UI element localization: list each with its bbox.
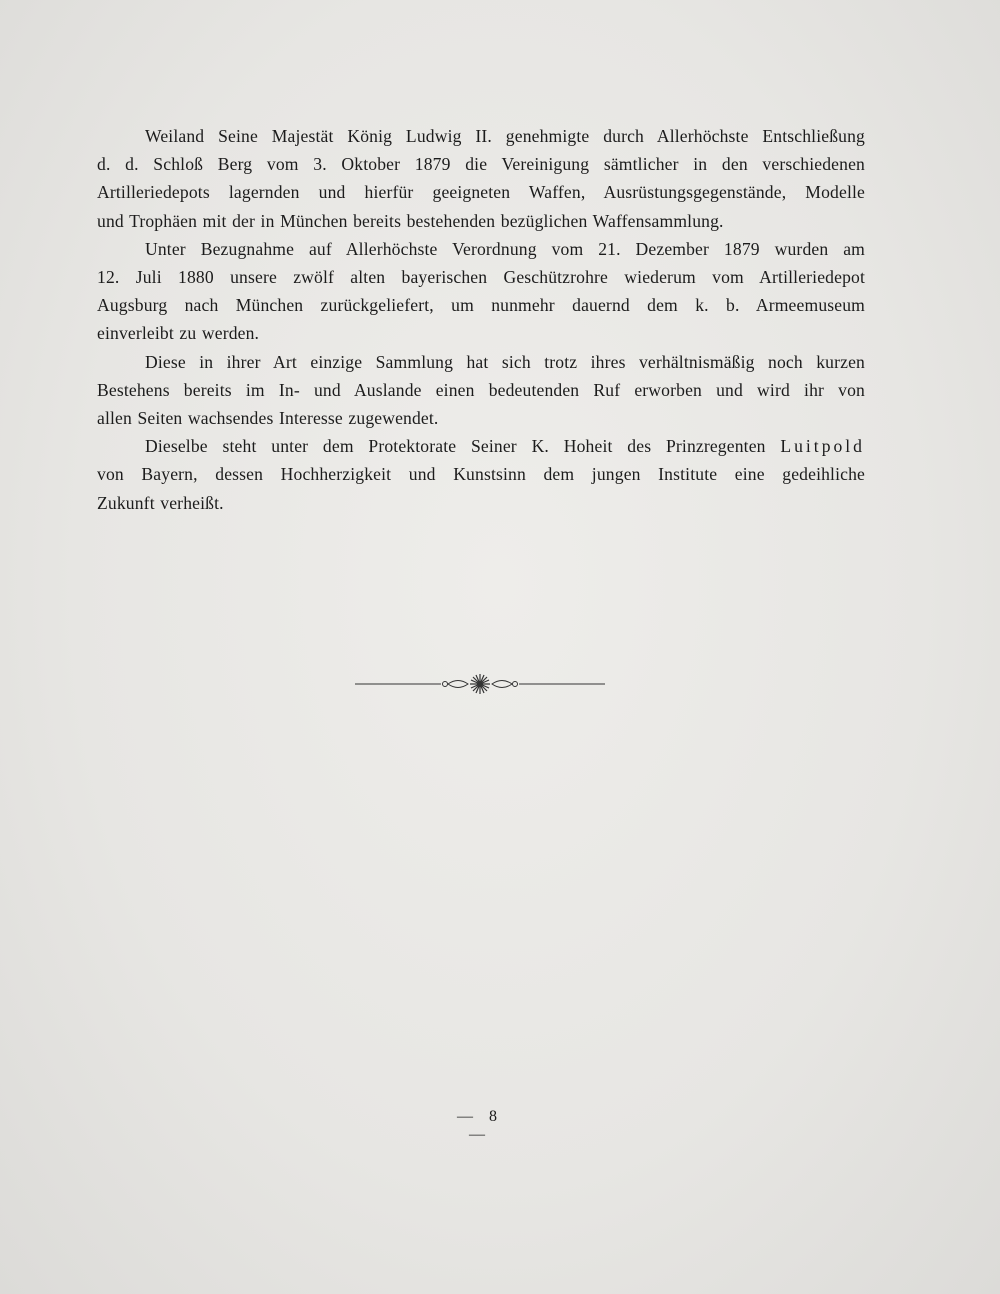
body-text (97, 122, 865, 517)
text-line: Unter Bezugnahme auf Allerhöchste Verordnung vom 21. Dezember 1879 wurden am (145, 238, 865, 259)
text-line: einverleibt zu werden. (97, 323, 260, 344)
text-line (97, 432, 865, 460)
text-line: Augsburg nach München zurückgeliefert, um nunmehr dauernd dem k. b. Armeemuseum (97, 295, 865, 316)
paragraph-1 (97, 122, 865, 235)
text-line: Zukunft verheißt. (97, 492, 224, 513)
page-number: — 8 — (457, 1108, 503, 1143)
paragraph-3 (97, 348, 865, 433)
text-line: und Trophäen mit der in München bereits bestehenden bezüglichen Waffensammlung. (97, 210, 724, 231)
ornament-divider-icon (355, 672, 605, 696)
text-line: von Bayern, dessen Hochherzigkeit und Kunstsinn dem jungen Institute eine gedeihliche (97, 464, 865, 485)
text-line: Artilleriedepots lagernden und hierfür geeigneten Waffen, Ausrüstungsgegenstände, Modelle (97, 182, 865, 203)
text-line: allen Seiten wachsendes Interesse zugewendet. (97, 408, 439, 429)
text-line: Diese in ihrer Art einzige Sammlung hat sich trotz ihres verhältnismäßig noch kurzen (145, 351, 865, 372)
paragraph-2 (97, 235, 865, 348)
regent-name: Luitpold (780, 436, 865, 457)
text-line: Bestehens bereits im In- und Auslande einen bedeutenden Ruf erworben und wird ihr von (97, 379, 865, 400)
paragraph-4 (97, 432, 865, 517)
text-segment: Dieselbe steht unter dem Protektorate Seiner K. Hoheit des Prinzregenten (145, 436, 766, 457)
text-line: 12. Juli 1880 unsere zwölf alten bayerischen Geschützrohre wiederum vom Artilleriedepot (97, 267, 865, 288)
text-line: Weiland Seine Majestät König Ludwig II. genehmigte durch Allerhöchste Entschließung (145, 126, 865, 146)
text-line: d. d. Schloß Berg vom 3. Oktober 1879 die Vereinigung sämtlicher in den verschiedenen (97, 154, 865, 175)
